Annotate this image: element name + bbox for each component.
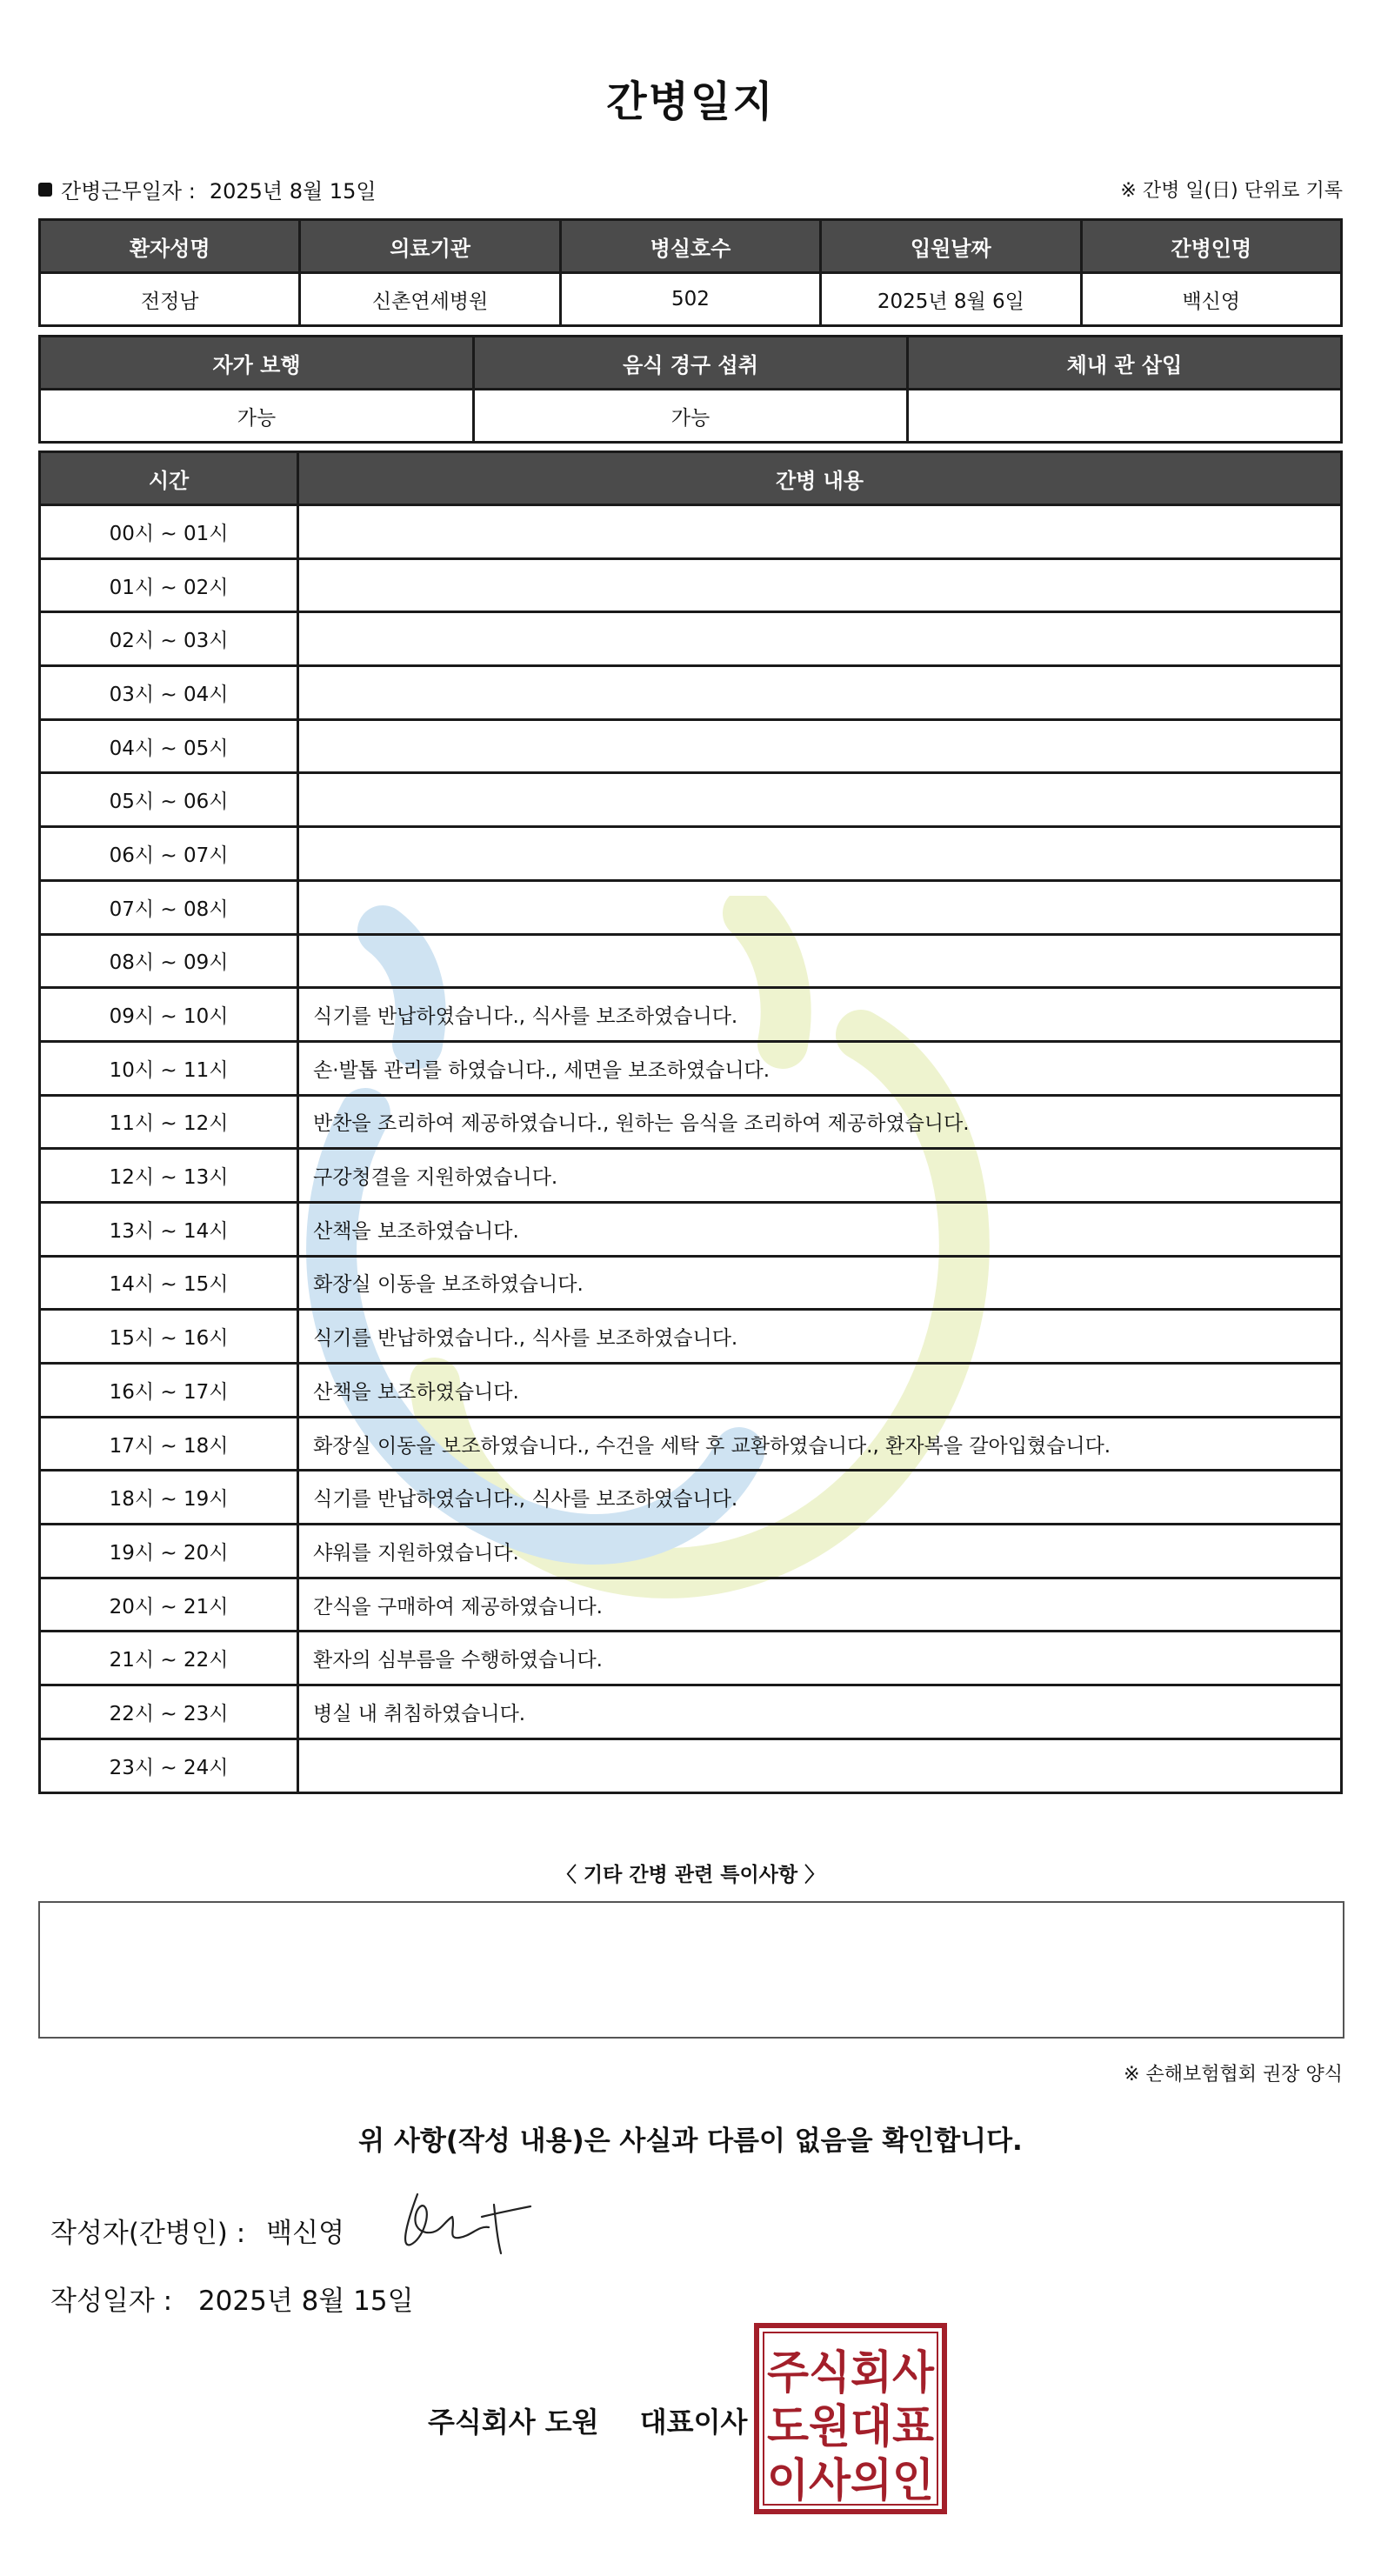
log-time-cell: 09시 ~ 10시 — [40, 988, 298, 1042]
writer-line — [50, 2211, 344, 2250]
header-room: 병실호수 — [560, 220, 820, 273]
log-row — [40, 1310, 1342, 1364]
log-content-cell: 병실 내 취침하였습니다. — [298, 1685, 1342, 1739]
log-row — [40, 1632, 1342, 1685]
work-date-label: 간병근무일자 : — [61, 179, 196, 204]
representative-title: 대표이사 — [639, 2406, 748, 2439]
log-time-cell: 08시 ~ 09시 — [40, 934, 298, 988]
writer-name: 백신영 — [266, 2218, 345, 2249]
log-content-cell — [298, 505, 1342, 559]
header-tube-insertion: 체내 관 삽입 — [908, 337, 1342, 390]
company-seal-stamp — [753, 2322, 948, 2515]
special-notes-box — [38, 1901, 1344, 2039]
patient-name-value: 전정남 — [40, 273, 300, 326]
log-time-cell: 03시 ~ 04시 — [40, 666, 298, 720]
log-content-cell: 식기를 반납하였습니다., 식사를 보조하였습니다. — [298, 988, 1342, 1042]
log-content-cell: 화장실 이동을 보조하였습니다., 수건을 세탁 후 교환하였습니다., 환자복을 갈아입혔습니다. — [298, 1417, 1342, 1471]
status-value-row — [40, 390, 1342, 443]
svg-text:주식회사: 주식회사 — [767, 2347, 935, 2399]
log-time-cell: 06시 ~ 07시 — [40, 827, 298, 881]
oral-intake-value: 가능 — [474, 390, 908, 443]
writer-label: 작성자(간병인) : — [50, 2218, 246, 2249]
patient-value-row — [40, 273, 1342, 326]
log-content-cell: 산책을 보조하였습니다. — [298, 1364, 1342, 1418]
header-admission-date: 입원날짜 — [821, 220, 1081, 273]
document-title: 간병일지 — [606, 77, 775, 126]
log-content-cell — [298, 719, 1342, 773]
status-header-row — [40, 337, 1342, 390]
log-row — [40, 1471, 1342, 1525]
self-walking-value: 가능 — [40, 390, 474, 443]
svg-text:도원대표: 도원대표 — [767, 2401, 934, 2453]
log-time-cell: 02시 ~ 03시 — [40, 612, 298, 666]
log-row — [40, 1578, 1342, 1632]
log-row — [40, 1041, 1342, 1095]
caregiver-value: 백신영 — [1081, 273, 1341, 326]
log-row — [40, 505, 1342, 559]
log-time-cell: 18시 ~ 19시 — [40, 1471, 298, 1525]
handwritten-signature — [391, 2187, 539, 2257]
header-oral-intake: 음식 경구 섭취 — [474, 337, 908, 390]
patient-info-table — [38, 218, 1343, 327]
confirmation-statement: 위 사항(작성 내용)은 사실과 다름이 없음을 확인합니다. — [358, 2126, 1023, 2157]
log-content-cell: 샤워를 지원하였습니다. — [298, 1525, 1342, 1578]
log-time-cell: 00시 ~ 01시 — [40, 505, 298, 559]
work-date-line — [38, 174, 377, 204]
log-time-cell: 22시 ~ 23시 — [40, 1685, 298, 1739]
log-header-row — [40, 452, 1342, 505]
log-row — [40, 1149, 1342, 1203]
log-body — [40, 505, 1342, 1793]
log-row — [40, 1364, 1342, 1418]
tube-insertion-value — [908, 390, 1342, 443]
log-row — [40, 880, 1342, 934]
log-time-cell: 13시 ~ 14시 — [40, 1202, 298, 1256]
admission-date-value: 2025년 8월 6일 — [821, 273, 1081, 326]
header-patient-name: 환자성명 — [40, 220, 300, 273]
log-time-cell: 07시 ~ 08시 — [40, 880, 298, 934]
log-time-cell: 20시 ~ 21시 — [40, 1578, 298, 1632]
log-content-cell: 환자의 심부름을 수행하였습니다. — [298, 1632, 1342, 1685]
header-hospital: 의료기관 — [300, 220, 560, 273]
log-content-cell: 식기를 반납하였습니다., 식사를 보조하였습니다. — [298, 1310, 1342, 1364]
log-time-cell: 10시 ~ 11시 — [40, 1041, 298, 1095]
notes-title: 〈 기타 간병 관련 특이사항 〉 — [556, 1864, 825, 1886]
log-content-cell: 간식을 구매하여 제공하였습니다. — [298, 1578, 1342, 1632]
log-row — [40, 1685, 1342, 1739]
log-row — [40, 666, 1342, 720]
log-row — [40, 827, 1342, 881]
log-time-cell: 04시 ~ 05시 — [40, 719, 298, 773]
room-value: 502 — [560, 273, 820, 326]
log-row — [40, 1738, 1342, 1792]
log-content-cell: 구강청결을 지원하였습니다. — [298, 1149, 1342, 1203]
header-time: 시간 — [40, 452, 298, 505]
log-content-cell — [298, 612, 1342, 666]
log-content-cell — [298, 666, 1342, 720]
written-date-line — [50, 2279, 414, 2318]
log-content-cell — [298, 773, 1342, 827]
hospital-value: 신촌연세병원 — [300, 273, 560, 326]
log-time-cell: 11시 ~ 12시 — [40, 1095, 298, 1149]
log-row — [40, 1202, 1342, 1256]
log-content-cell — [298, 827, 1342, 881]
log-time-cell: 14시 ~ 15시 — [40, 1256, 298, 1310]
log-row — [40, 1417, 1342, 1471]
log-content-cell: 화장실 이동을 보조하였습니다. — [298, 1256, 1342, 1310]
log-row — [40, 1256, 1342, 1310]
log-content-cell: 산책을 보조하였습니다. — [298, 1202, 1342, 1256]
log-time-cell: 05시 ~ 06시 — [40, 773, 298, 827]
log-row — [40, 612, 1342, 666]
log-time-cell: 17시 ~ 18시 — [40, 1417, 298, 1471]
unit-note: ※ 간병 일(日) 단위로 기록 — [1120, 180, 1343, 202]
log-row — [40, 934, 1342, 988]
company-line — [428, 2400, 747, 2440]
svg-text:이사의인: 이사의인 — [767, 2455, 934, 2507]
log-content-cell — [298, 558, 1342, 612]
log-row — [40, 773, 1342, 827]
log-content-cell: 반찬을 조리하여 제공하였습니다., 원하는 음식을 조리하여 제공하였습니다. — [298, 1095, 1342, 1149]
log-row — [40, 719, 1342, 773]
header-caregiver: 간병인명 — [1081, 220, 1341, 273]
work-date-value: 2025년 8월 15일 — [209, 179, 377, 204]
hourly-care-log-table — [38, 450, 1343, 1794]
square-bullet-icon — [38, 183, 52, 197]
log-content-cell — [298, 934, 1342, 988]
header-care-content: 간병 내용 — [298, 452, 1342, 505]
written-date-value: 2025년 8월 15일 — [197, 2286, 414, 2317]
log-time-cell: 21시 ~ 22시 — [40, 1632, 298, 1685]
form-recommendation-note: ※ 손해보험협회 권장 양식 — [1124, 2064, 1343, 2085]
log-time-cell: 19시 ~ 20시 — [40, 1525, 298, 1578]
log-row — [40, 988, 1342, 1042]
company-name: 주식회사 도원 — [428, 2406, 599, 2439]
log-content-cell — [298, 1738, 1342, 1792]
log-row — [40, 1525, 1342, 1578]
log-time-cell: 12시 ~ 13시 — [40, 1149, 298, 1203]
log-time-cell: 15시 ~ 16시 — [40, 1310, 298, 1364]
log-row — [40, 558, 1342, 612]
log-row — [40, 1095, 1342, 1149]
patient-header-row — [40, 220, 1342, 273]
log-time-cell: 16시 ~ 17시 — [40, 1364, 298, 1418]
log-content-cell: 식기를 반납하였습니다., 식사를 보조하였습니다. — [298, 1471, 1342, 1525]
log-time-cell: 01시 ~ 02시 — [40, 558, 298, 612]
header-self-walking: 자가 보행 — [40, 337, 474, 390]
patient-status-table — [38, 335, 1343, 444]
log-content-cell — [298, 880, 1342, 934]
log-content-cell: 손·발톱 관리를 하였습니다., 세면을 보조하였습니다. — [298, 1041, 1342, 1095]
written-date-label: 작성일자 : — [50, 2286, 173, 2317]
log-time-cell: 23시 ~ 24시 — [40, 1738, 298, 1792]
